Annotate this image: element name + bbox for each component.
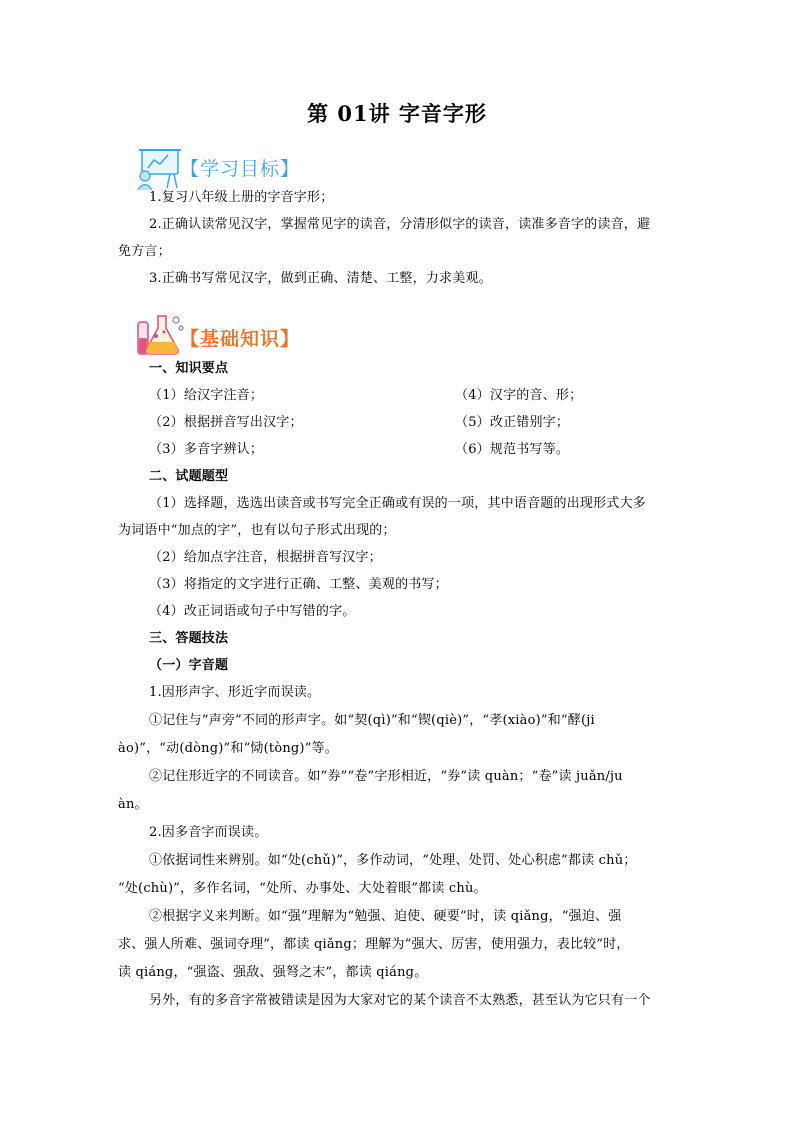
page-title: 第 01讲 字音字形	[307, 101, 487, 126]
goal-line-2-cont: 免方言；	[118, 244, 171, 259]
body-line-5: àn。	[118, 797, 148, 812]
point-1: （1）给汉字注音；	[149, 388, 264, 403]
type-line-4: （4）改正词语或句子中写错的字。	[149, 604, 356, 619]
section-2-title: 二、试题题型	[149, 469, 229, 484]
body-line-4: ②记住形近字的不同读音。如“券”“卷”字形相近，“券”读 quàn；“卷”读 juǎn/ju	[149, 769, 623, 784]
goal-line-2: 2.正确认读常见汉字，掌握常见字的读音，分清形似字的读音，读准多音字的读音，避	[149, 217, 651, 232]
learning-goals-heading: 【学习目标】	[180, 158, 301, 180]
goal-line-1: 1.复习八年级上册的字音字形；	[149, 190, 334, 205]
body-line-10: 求、强人所难、强词夺理”，都读 qiǎng；理解为“强大、厉害，使用强力，表比较”时，	[118, 937, 630, 952]
body-line-6: 2.因多音字而误读。	[149, 825, 268, 840]
chemistry-flask-icon	[134, 312, 186, 356]
type-line-2: （2）给加点字注音，根据拼音写汉字；	[149, 550, 382, 565]
type-line-3: （3）将指定的文字进行正确、工整、美观的书写；	[149, 577, 448, 592]
section-1-title: 一、知识要点	[149, 361, 229, 376]
point-6: （6）规范书写等。	[455, 442, 570, 457]
body-line-3: ào)”，“动(dòng)”和“恸(tòng)”等。	[118, 741, 338, 756]
body-line-12: 另外，有的多音字常被错读是因为大家对它的某个读音不太熟悉，甚至认为它只有一个	[149, 993, 651, 1008]
type-line-1-cont: 为词语中“加点的字”，也有以句子形式出现的；	[118, 523, 396, 538]
body-line-11: 读 qiáng，“强盗、强敌、强弩之末”，都读 qiáng。	[118, 965, 428, 980]
subsection-pronunciation-title: （一）字音题	[149, 658, 229, 673]
goal-line-3: 3.正确书写常见汉字，做到正确、清楚、工整，力求美观。	[149, 271, 492, 286]
point-5: （5）改正错别字；	[455, 415, 570, 430]
body-line-2: ①记住与“声旁”不同的形声字。如“契(qì)”和“锲(qiè)”，“孝(xiào)”和“酵(ji	[149, 713, 595, 728]
body-line-9: ②根据字义来判断。如“强”理解为“勉强、迫使、硬要”时，读 qiǎng，“强迫、强	[149, 909, 622, 924]
section-3-title: 三、答题技法	[149, 631, 229, 646]
body-line-1: 1.因形声字、形近字而误读。	[149, 685, 321, 700]
basic-knowledge-heading: 【基础知识】	[180, 328, 301, 350]
body-line-8: “处(chù)”，多作名词，“处所、办事处、大处着眼”都读 chù。	[118, 881, 487, 896]
point-4: （4）汉字的音、形；	[455, 388, 583, 403]
body-line-7: ①依据词性来辨别。如“处(chǔ)”，多作动词，“处理、处罚、处心积虑”都读 chǔ；	[149, 853, 637, 868]
point-2: （2）根据拼音写出汉字；	[149, 415, 303, 430]
whiteboard-teacher-icon	[134, 146, 186, 190]
point-3: （3）多音字辨认；	[149, 442, 264, 457]
type-line-1: （1）选择题，选选出读音或书写完全正确或有误的一项，其中语音题的出现形式大多	[149, 496, 646, 511]
